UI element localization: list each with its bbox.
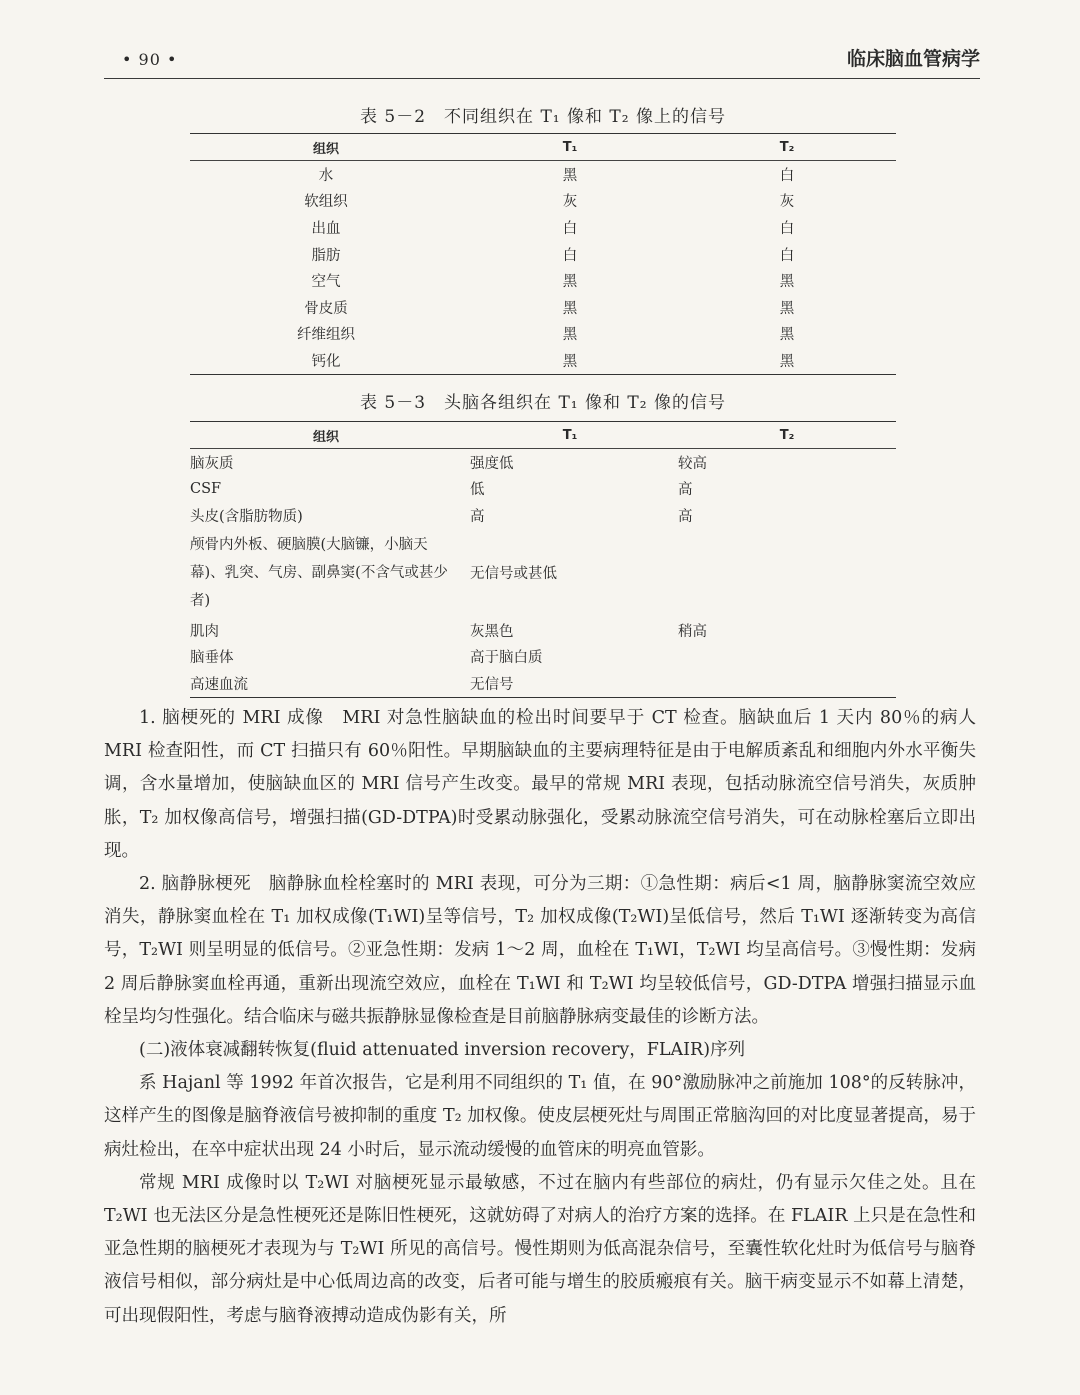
table-row: [190, 643, 896, 670]
table-cell: 黑: [562, 167, 578, 184]
table-cell: 钙化: [311, 353, 341, 370]
paragraph-flair-intro: 系 Hajanl 等 1992 年首次报告，它是利用不同组织的 T₁ 值，在 90°激励脉冲之前施加 108°的反转脉冲，这样产生的图像是脑脊液信号被抑制的重度 T₂ 加权像。使皮层梗死灶与周围正常脑沟回的对比度显著提高，易于病灶检出，在卒中症状出现 24 小时后，显示流动缓慢的血管床的明亮血管影。: [104, 1073, 976, 1160]
table-row: [190, 188, 896, 215]
table-cell: 脑灰质: [190, 455, 234, 472]
table-row: [190, 502, 896, 529]
column-header-t1: T₁: [462, 134, 678, 161]
page-number: • 90 •: [122, 50, 178, 69]
table-cell: 白: [562, 247, 578, 264]
table-cell: 黑: [562, 353, 578, 370]
table-cell: [678, 670, 896, 697]
table-row: [190, 241, 896, 268]
table-row: [190, 267, 896, 294]
table-row: [190, 294, 896, 321]
table-row: [190, 214, 896, 241]
column-header-t2: T₂: [678, 422, 896, 449]
table-cell: 骨皮质: [304, 300, 348, 317]
table-cell: 空气: [311, 274, 341, 291]
body-text: [104, 702, 976, 1333]
table-cell: 高: [470, 508, 485, 525]
column-header-tissue: 组织: [190, 422, 462, 449]
table-cell: 较高: [678, 455, 707, 472]
table-cell: 灰: [779, 194, 795, 211]
table-cell: 颅骨内外板、硬脑膜(大脑镰，小脑天幕)、乳突、气房、副鼻窦(不含气或甚少者): [190, 536, 448, 609]
column-header-tissue: 组织: [190, 134, 462, 161]
table-header-row: [190, 134, 896, 161]
section-heading-flair: (二)液体衰减翻转恢复(fluid attenuated inversion recovery，FLAIR)序列: [139, 1040, 746, 1061]
running-header: [104, 42, 980, 79]
table2-brain-tissue-signal: [190, 421, 896, 698]
table-cell: 黑: [779, 300, 795, 317]
table-row: [190, 529, 896, 617]
table-cell: 黑: [779, 274, 795, 291]
table-header-row: [190, 422, 896, 449]
table-row: [190, 476, 896, 503]
paragraph-cerebral-infarction-mri: 1. 脑梗死的 MRI 成像 MRI 对急性脑缺血的检出时间要早于 CT 检查。脑缺血后 1 天内 80％的病人 MRI 检查阳性，而 CT 扫描只有 60％阳性。早期脑缺血的主要病理特征是由于电解质紊乱和细胞内外水平衡失调，含水量增加，使脑缺血区的 MRI 信号产生改变。最早的常规 MRI 表现，包括动脉流空信号消失，灰质肿胀，T₂ 加权像高信号，增强扫描(GD-DTPA)时受累动脉强化，受累动脉流空信号消失，可在动脉栓塞后立即出现。: [104, 708, 976, 861]
table-cell: 水: [318, 167, 334, 184]
table-cell: 无信号: [470, 676, 514, 693]
table-cell: 无信号或甚低: [470, 566, 557, 583]
table-row: [190, 161, 896, 188]
table-row: [190, 321, 896, 348]
table-cell: 白: [779, 167, 795, 184]
table-row: [190, 449, 896, 476]
table-cell: 高速血流: [190, 676, 248, 693]
table-cell: 出血: [311, 220, 341, 237]
table2-caption: 表 5－3 头脑各组织在 T₁ 像和 T₂ 像的信号: [360, 393, 726, 413]
table-cell: 高: [678, 508, 693, 525]
table-cell: 灰: [562, 194, 578, 211]
paragraph-venous-infarction: 2. 脑静脉梗死 脑静脉血栓栓塞时的 MRI 表现，可分为三期：①急性期：病后<1 周，脑静脉窦流空效应消失，静脉窦血栓在 T₁ 加权成像(T₁WI)呈等信号，T₂ 加权成像(T₂WI)呈低信号，然后 T₁WI 逐渐转变为高信号，T₂WI 则呈明显的低信号。②亚急性期：发病 1～2 周，血栓在 T₁WI，T₂WI 均呈高信号。③慢性期：发病 2 周后静脉窦血栓再通，重新出现流空效应，血栓在 T₁WI 和 T₂WI 均呈较低信号，GD-DTPA 增强扫描显示血栓呈均匀性强化。结合临床与磁共振静脉显像检查是目前脑静脉病变最佳的诊断方法。: [104, 874, 976, 1027]
table-cell: 软组织: [304, 194, 348, 211]
table-row: [190, 617, 896, 644]
table-cell: 脑垂体: [190, 650, 234, 667]
table-cell: 黑: [779, 353, 795, 370]
table-cell: 纤维组织: [297, 327, 355, 344]
table-cell: 灰黑色: [470, 623, 514, 640]
table-cell: CSF: [190, 480, 222, 497]
table-cell: 低: [470, 482, 485, 499]
table-cell: 高: [678, 482, 693, 499]
table-row: [190, 347, 896, 374]
table-cell: 白: [779, 247, 795, 264]
table-cell: 头皮(含脂肪物质): [190, 508, 303, 525]
table-cell: 黑: [562, 274, 578, 291]
table-cell: 白: [562, 220, 578, 237]
table1-caption: 表 5－2 不同组织在 T₁ 像和 T₂ 像上的信号: [360, 107, 726, 127]
book-title: 临床脑血管病学: [846, 48, 980, 70]
table-cell: 强度低: [470, 455, 514, 472]
table-cell: 白: [779, 220, 795, 237]
table1-signal-tissue: [190, 133, 896, 375]
column-header-t2: T₂: [678, 134, 896, 161]
table-row: [190, 670, 896, 697]
table-cell: 黑: [562, 300, 578, 317]
paragraph-t2wi-flair: 常规 MRI 成像时以 T₂WI 对脑梗死显示最敏感，不过在脑内有些部位的病灶，仍有显示欠佳之处。且在 T₂WI 也无法区分是急性梗死还是陈旧性梗死，这就妨碍了对病人的治疗方案的选择。在 FLAIR 上只是在急性和亚急性期的脑梗死才表现为与 T₂WI 所见的高信号。慢性期则为低高混杂信号，至囊性软化灶时为低信号与脑脊液信号相似，部分病灶是中心低周边高的改变，后者可能与增生的胶质瘢痕有关。脑干病变显示不如幕上清楚，可出现假阳性，考虑与脑脊液搏动造成伪影有关，所: [104, 1172, 976, 1326]
table-cell: [678, 529, 896, 617]
table-cell: [678, 643, 896, 670]
table-cell: 稍高: [678, 623, 707, 640]
table-cell: 黑: [779, 327, 795, 344]
table-cell: 黑: [562, 327, 578, 344]
table-cell: 高于脑白质: [470, 650, 543, 667]
column-header-t1: T₁: [462, 422, 678, 449]
table-cell: 肌肉: [190, 623, 219, 640]
table-cell: 脂肪: [311, 247, 341, 264]
